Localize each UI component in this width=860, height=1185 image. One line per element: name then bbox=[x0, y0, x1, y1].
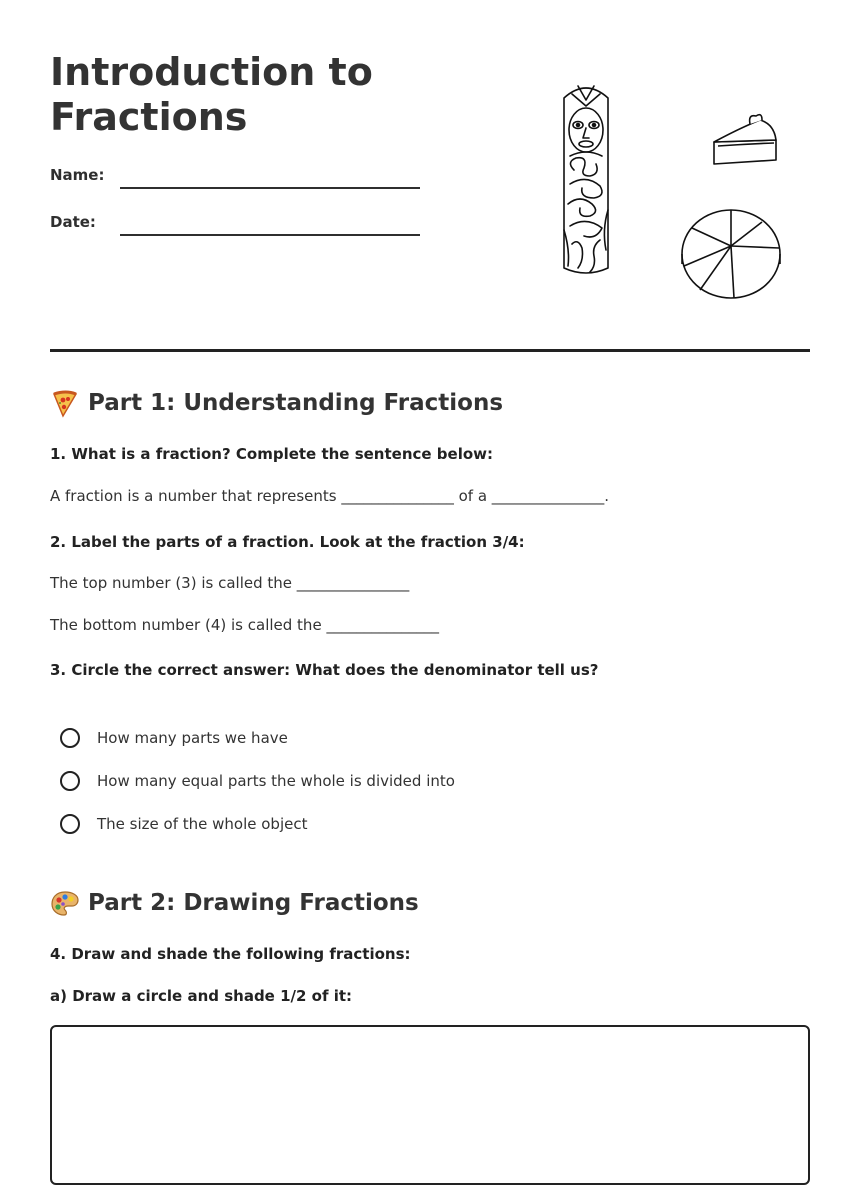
question-2-numerator-line: The top number (3) is called the _______________ bbox=[50, 574, 410, 592]
pizza-slice-icon bbox=[50, 388, 80, 418]
question-1-prompt: 1. What is a fraction? Complete the sentence below: bbox=[50, 445, 493, 463]
answer-option-1[interactable] bbox=[60, 725, 288, 751]
header-divider bbox=[50, 349, 810, 352]
radio-circle[interactable] bbox=[60, 814, 80, 834]
question-2-prompt: 2. Label the parts of a fraction. Look at the fraction 3/4: bbox=[50, 533, 525, 551]
part2-heading-text: Part 2: Drawing Fractions bbox=[88, 890, 419, 916]
drawing-area[interactable] bbox=[50, 1025, 810, 1185]
answer-option-2[interactable] bbox=[60, 768, 455, 794]
answer-option-3[interactable] bbox=[60, 811, 307, 837]
sliced-pie-icon bbox=[678, 206, 784, 304]
question-4-prompt: 4. Draw and shade the following fractions: bbox=[50, 945, 411, 963]
question-3-prompt: 3. Circle the correct answer: What does the denominator tell us? bbox=[50, 661, 599, 679]
answer-option-label: How many equal parts the whole is divided into bbox=[97, 772, 455, 790]
name-field[interactable] bbox=[120, 187, 420, 189]
part1-heading-text: Part 1: Understanding Fractions bbox=[88, 390, 504, 416]
name-label: Name: bbox=[50, 166, 105, 184]
radio-circle[interactable] bbox=[60, 771, 80, 791]
part1-heading bbox=[50, 388, 503, 418]
answer-option-label: The size of the whole object bbox=[97, 815, 308, 833]
question-4a-prompt: a) Draw a circle and shade 1/2 of it: bbox=[50, 987, 353, 1005]
radio-circle[interactable] bbox=[60, 728, 80, 748]
answer-option-label: How many parts we have bbox=[97, 729, 288, 747]
date-label: Date: bbox=[50, 213, 96, 231]
part2-heading bbox=[50, 888, 419, 918]
page-title: Introduction to Fractions bbox=[50, 50, 373, 139]
carved-totem-illustration bbox=[556, 80, 616, 280]
question-2-denominator-line: The bottom number (4) is called the _______________ bbox=[50, 616, 439, 634]
pie-slice-icon bbox=[710, 110, 782, 170]
question-1-sentence: A fraction is a number that represents _______________ of a _______________. bbox=[50, 487, 610, 505]
date-field[interactable] bbox=[120, 234, 420, 236]
artist-palette-icon bbox=[50, 888, 80, 918]
